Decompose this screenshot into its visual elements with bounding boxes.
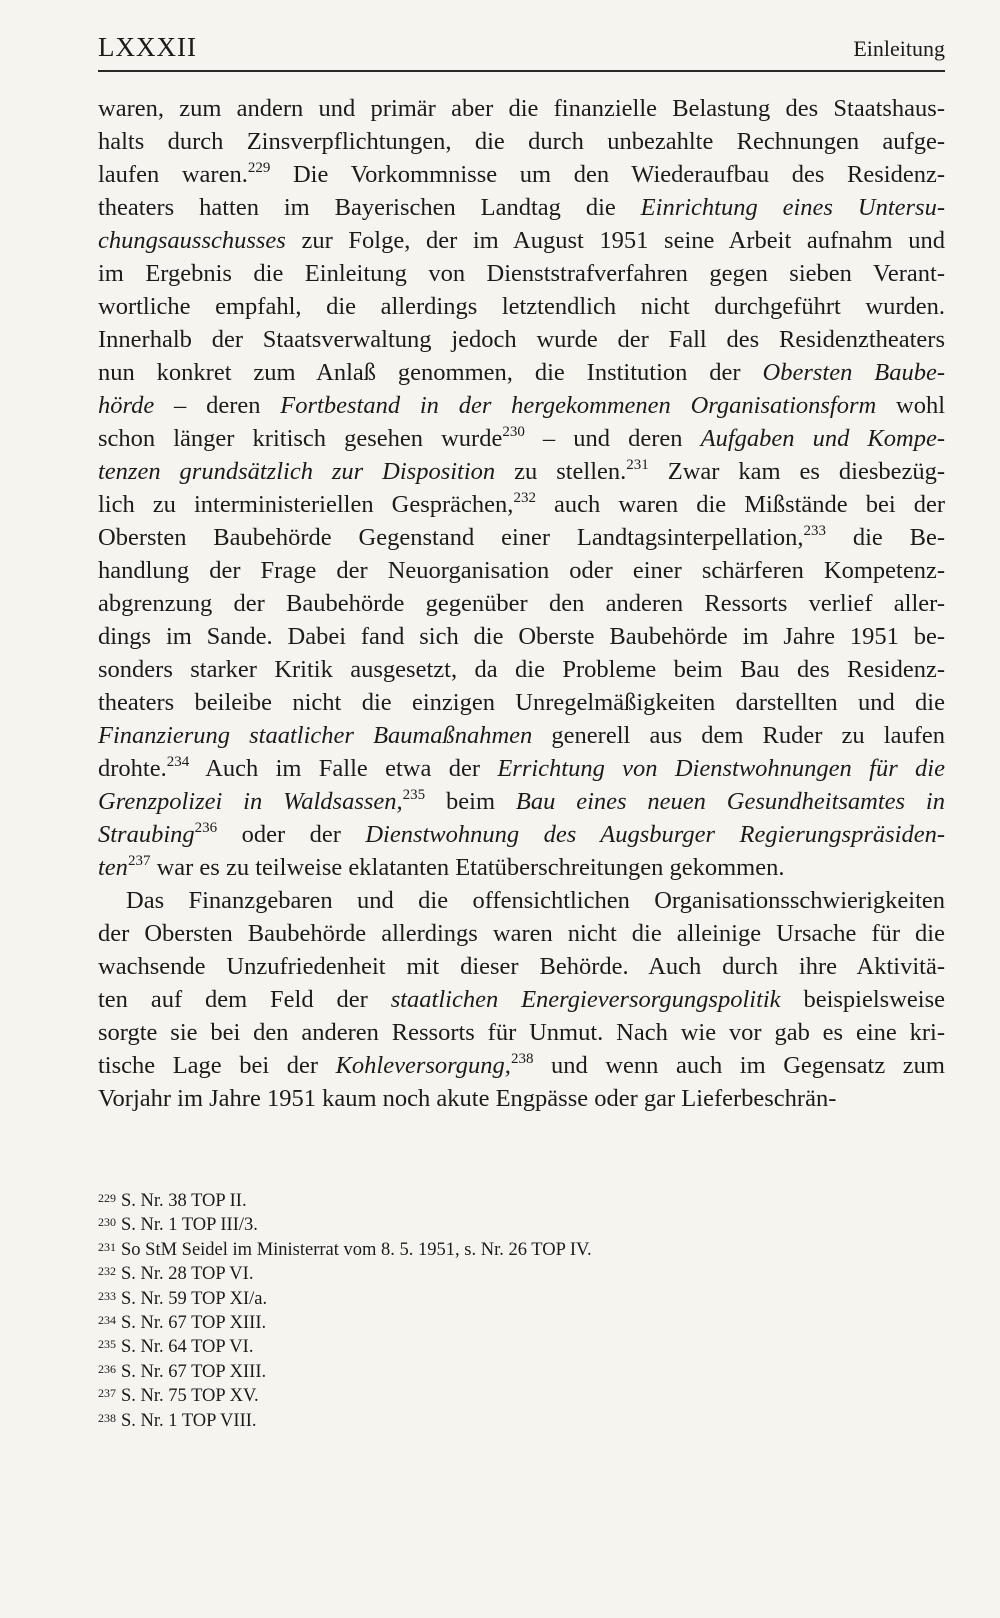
text-line [98,983,945,1016]
text-run: Vorjahr im Jahre 1951 kaum noch akute Engpässe oder gar Lieferbeschrän- [98,1085,837,1112]
italic-text: ten [98,854,128,881]
italic-text: Aufgaben und Kompe- [700,425,945,452]
italic-text: chungsausschusses [98,227,286,254]
text-run: auch waren die Mißstände bei der [535,491,945,518]
page-number: LXXXII [98,32,197,62]
text-run: schon länger kritisch gesehen wurde [98,425,503,452]
italic-text: Dienstwohnung des Augsburger Regierungspräsiden- [365,821,945,848]
footnote-ref: 234 [166,754,190,770]
text-line [98,191,945,224]
italic-text: staatlichen Energieversorgungspolitik [390,986,781,1013]
italic-text: Obersten Baube- [762,359,945,386]
text-run: wortliche empfahl, die allerdings letztendlich nicht durchgeführt wurden. [98,293,945,320]
text-line [98,356,945,389]
footnote-ref: 237 [127,853,151,869]
italic-text: tenzen grundsätzlich zur Disposition [98,458,496,485]
footnote-text: S. Nr. 59 TOP XI/a. [121,1288,268,1309]
footnote-ref: 229 [247,160,271,176]
text-line [98,851,945,884]
text-run: beim [425,788,516,815]
text-run: dings im Sande. Dabei fand sich die Oberste Baubehörde im Jahre 1951 be- [98,623,945,650]
footnote-text: S. Nr. 28 TOP VI. [121,1264,254,1285]
text-line [98,257,945,290]
text-run: der Obersten Baubehörde allerdings waren nicht die alleinige Ursache für die [98,920,945,947]
text-run: Innerhalb der Staatsverwaltung jedoch wurde der Fall des Residenztheaters [98,326,945,353]
text-line [98,158,945,191]
footnote-number: 237 [98,1386,116,1401]
text-run: oder der [217,821,366,848]
text-run: sorgte sie bei den anderen Ressorts für Unmut. Nach wie vor gab es eine kri- [98,1019,945,1046]
text-line [98,455,945,488]
footnote [98,1238,945,1262]
footnote [98,1360,945,1384]
text-run: theaters beileibe nicht die einzigen Unregelmäßigkeiten darstellten und die [98,689,945,716]
footnote-text: S. Nr. 67 TOP XIII. [121,1361,267,1382]
text-run: waren, zum andern und primär aber die finanzielle Belastung des Staatshaus- [98,95,945,122]
text-line [98,719,945,752]
footnote-text: So StM Seidel im Ministerrat vom 8. 5. 1951, s. Nr. 26 TOP IV. [121,1239,592,1260]
footnote-number: 238 [98,1410,116,1425]
body-text [98,92,945,1115]
text-line [98,389,945,422]
text-run: beispielsweise [780,986,945,1013]
paragraph [98,92,945,884]
text-line [98,290,945,323]
text-line [98,917,945,950]
footnote-text: S. Nr. 38 TOP II. [121,1191,247,1211]
text-line [98,92,945,125]
text-line [98,950,945,983]
text-run: Auch im Falle etwa der [189,755,498,782]
footnotes [98,1189,945,1433]
text-line [98,686,945,719]
text-line [98,1082,945,1115]
text-run: Zwar kam es diesbezüg- [648,458,946,485]
italic-text: hörde [98,392,155,419]
running-title: Einleitung [853,36,945,61]
footnote-number: 230 [98,1215,116,1230]
text-run: zu stellen. [495,458,627,485]
text-run: zur Folge, der im August 1951 seine Arbeit aufnahm und [285,227,945,254]
text-run: war es zu teilweise eklatanten Etatüberschreitungen gekommen. [150,854,785,881]
text-run: – und deren [524,425,701,452]
footnote [98,1409,945,1433]
footnote-number: 229 [98,1191,116,1205]
footnote-ref: 233 [803,523,826,539]
italic-text: Fortbestand in der hergekommenen Organisationsform [280,392,877,419]
text-run: sonders starker Kritik ausgesetzt, da die Probleme beim Bau des Residenz- [98,656,945,683]
text-line [98,653,945,686]
text-line [98,488,945,521]
text-run: wohl [876,392,945,419]
italic-text: Straubing [98,821,195,848]
text-run: laufen waren. [98,161,248,188]
footnote-ref: 230 [502,424,525,440]
footnote-ref: 232 [513,490,536,506]
text-run: und wenn auch im Gegensatz zum [533,1052,945,1079]
text-line [98,1016,945,1049]
text-run: Die Vorkommnisse um den Wiederaufbau des Residenz- [270,161,945,188]
text-run: drohte. [98,755,167,782]
text-line [98,125,945,158]
text-line [98,1049,945,1082]
footnote-number: 234 [98,1312,116,1327]
text-run: generell aus dem Ruder zu laufen [532,722,945,749]
footnote-ref: 238 [510,1051,534,1067]
page-header [98,30,945,72]
text-run: ten auf dem Feld der [98,986,391,1013]
footnote-text: S. Nr. 64 TOP VI. [121,1337,254,1358]
italic-text: Einrichtung eines Untersu- [640,194,945,221]
text-line [98,620,945,653]
italic-text: Kohleversorgung, [335,1052,511,1079]
text-run: tische Lage bei der [98,1052,336,1079]
footnote-text: S. Nr. 75 TOP XV. [121,1386,259,1407]
text-line [98,587,945,620]
footnote [98,1384,945,1408]
text-run: abgrenzung der Baubehörde gegenüber den anderen Ressorts verlief aller- [98,590,945,617]
text-run: – deren [154,392,281,419]
text-line [98,323,945,356]
footnote-ref: 236 [194,820,218,836]
text-line [98,884,945,917]
footnote-ref: 231 [626,457,649,473]
text-line [98,554,945,587]
text-line [98,818,945,851]
italic-text: Grenzpolizei in Waldsassen, [98,788,403,815]
footnote-text: S. Nr. 67 TOP XIII. [121,1312,267,1333]
text-run: handlung der Frage der Neuorganisation oder einer schärferen Kompetenz- [98,557,945,584]
text-run: im Ergebnis die Einleitung von Dienststrafverfahren gegen sieben Verant- [98,260,945,287]
text-line [98,224,945,257]
footnote [98,1287,945,1311]
italic-text: Errichtung von Dienstwohnungen für die [497,755,945,782]
text-run: nun konkret zum Anlaß genommen, die Institution der [98,359,763,386]
footnote-text: S. Nr. 1 TOP VIII. [121,1410,257,1431]
text-run: halts durch Zinsverpflichtungen, die durch unbezahlte Rechnungen aufge- [98,128,945,155]
footnote-ref: 235 [402,787,426,803]
text-line [98,752,945,785]
italic-text: Bau eines neuen Gesundheitsamtes in [515,788,945,815]
text-run: die Be- [825,524,945,551]
footnote [98,1189,945,1213]
footnote [98,1262,945,1286]
italic-text: Finanzierung staatlicher Baumaßnahmen [98,722,533,749]
paragraph [98,884,945,1115]
text-run: lich zu interministeriellen Gesprächen, [98,491,514,518]
footnote-number: 231 [98,1239,116,1254]
footnote-text: S. Nr. 1 TOP III/3. [121,1215,258,1236]
footnote [98,1311,945,1335]
footnote-number: 232 [98,1264,116,1279]
footnote-number: 235 [98,1337,116,1352]
text-line [98,521,945,554]
footnote-number: 233 [98,1288,116,1303]
text-run: Das Finanzgebaren und die offensichtlichen Organisationsschwierigkeiten [126,887,945,914]
text-run: theaters hatten im Bayerischen Landtag die [98,194,641,221]
footnote-number: 236 [98,1361,116,1376]
footnote [98,1213,945,1237]
text-line [98,422,945,455]
text-line [98,785,945,818]
text-run: wachsende Unzufriedenheit mit dieser Behörde. Auch durch ihre Aktivitä- [98,953,945,980]
footnote [98,1335,945,1359]
text-run: Obersten Baubehörde Gegenstand einer Landtagsinterpellation, [98,524,804,551]
